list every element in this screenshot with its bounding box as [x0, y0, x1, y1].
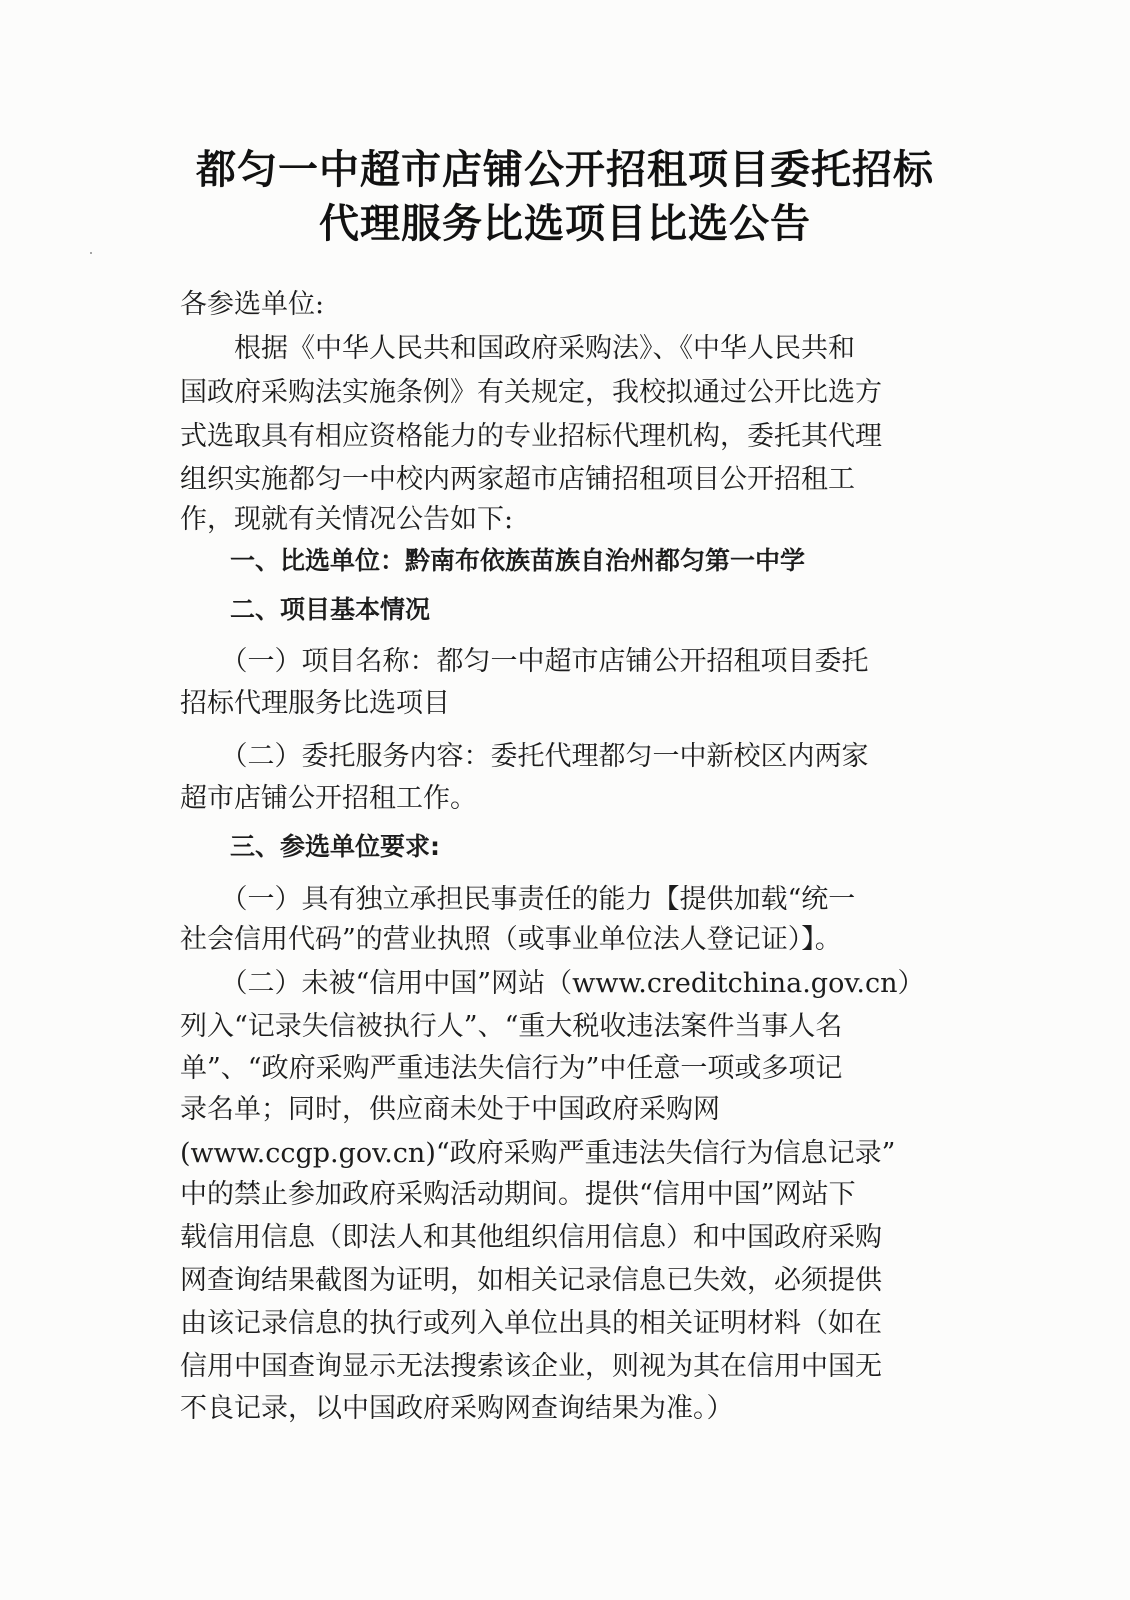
body-line: 中的禁止参加政府采购活动期间。提供“信用中国”网站下	[180, 1179, 856, 1210]
body-line: 社会信用代码”的营业执照（或事业单位法人登记证）】。	[180, 924, 842, 955]
body-line: 超市店铺公开招租工作。	[180, 783, 477, 814]
section-heading-2: 二、项目基本情况	[180, 595, 431, 624]
body-line: 招标代理服务比选项目	[180, 688, 450, 719]
body-line: 不良记录，以中国政府采购网查询结果为准。）	[180, 1393, 734, 1424]
salutation: 各参选单位:	[180, 289, 325, 320]
body-line: 信用中国查询显示无法搜索该企业，则视为其在信用中国无	[180, 1351, 882, 1382]
body-line: （二）委托服务内容：委托代理都匀一中新校区内两家	[180, 741, 869, 772]
section-heading-1: 一、比选单位：黔南布依族苗族自治州都匀第一中学	[180, 546, 806, 575]
document-title-line-1: 都匀一中超市店铺公开招租项目委托招标	[196, 146, 934, 193]
body-line: 载信用信息（即法人和其他组织信用信息）和中国政府采购	[180, 1222, 882, 1253]
body-line: (www.ccgp.gov.cn)“政府采购严重违法失信行为信息记录”	[180, 1138, 896, 1169]
body-line: 式选取具有相应资格能力的专业招标代理机构，委托其代理	[180, 421, 882, 452]
body-line: （一）具有独立承担民事责任的能力【提供加载“统一	[180, 884, 856, 915]
body-line: 国政府采购法实施条例》有关规定，我校拟通过公开比选方	[180, 377, 882, 408]
body-line: 作，现就有关情况公告如下:	[180, 504, 514, 535]
body-line: （一）项目名称：都匀一中超市店铺公开招租项目委托	[180, 646, 869, 677]
body-line: 单”、“政府采购严重违法失信行为”中任意一项或多项记	[180, 1053, 843, 1084]
document-title-line-2: 代理服务比选项目比选公告	[319, 200, 811, 247]
body-line: 录名单；同时，供应商未处于中国政府采购网	[180, 1094, 720, 1125]
body-line: 由该记录信息的执行或列入单位出具的相关证明材料（如在	[180, 1308, 882, 1339]
body-line: 组织实施都匀一中校内两家超市店铺招租项目公开招租工	[180, 464, 855, 495]
body-line: 网查询结果截图为证明，如相关记录信息已失效，必须提供	[180, 1265, 882, 1296]
scan-speck	[90, 252, 92, 254]
body-line: 根据《中华人民共和国政府采购法》、《中华人民共和	[180, 333, 855, 364]
section-heading-3: 三、参选单位要求:	[180, 832, 440, 861]
body-line: （二）未被“信用中国”网站（www.creditchina.gov.cn）	[180, 968, 925, 999]
body-line: 列入“记录失信被执行人”、“重大税收违法案件当事人名	[180, 1011, 843, 1042]
